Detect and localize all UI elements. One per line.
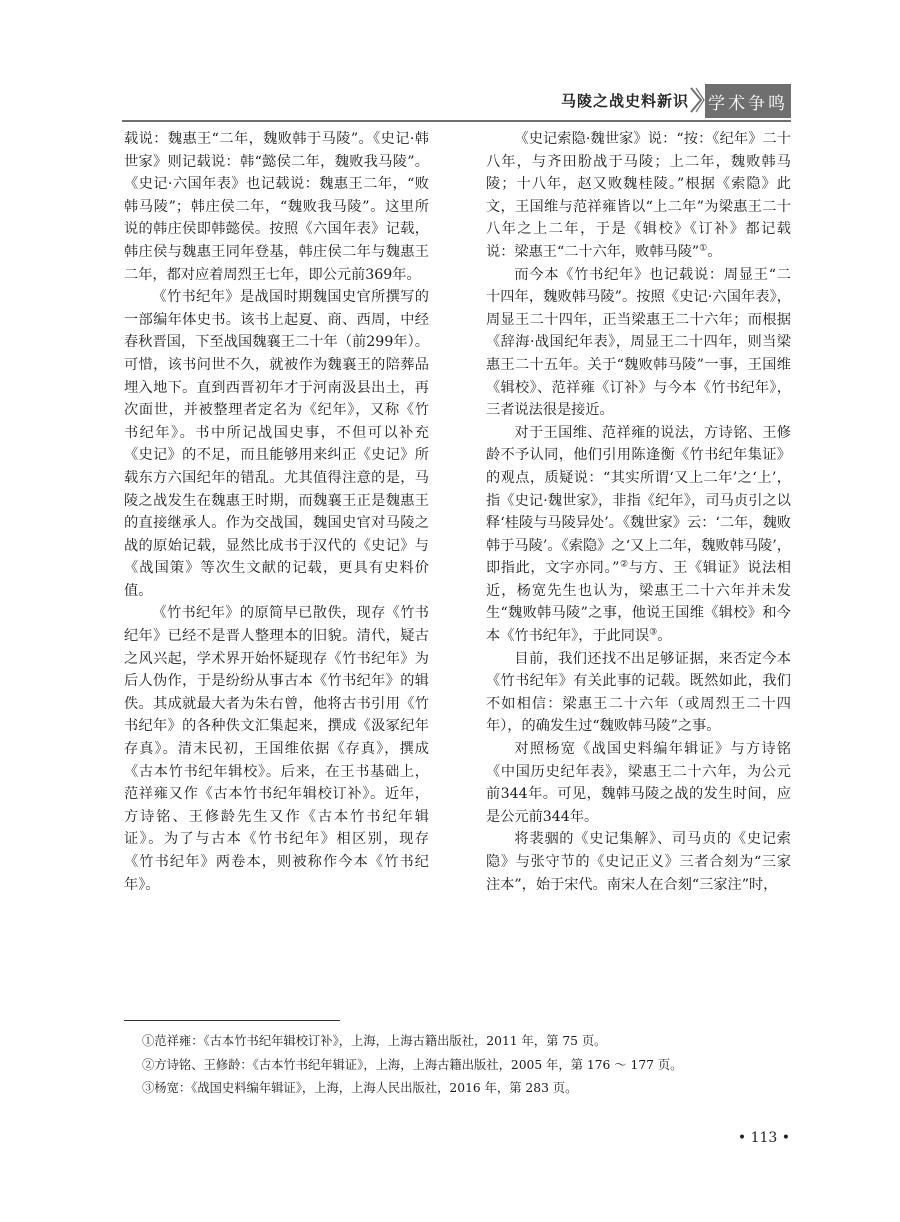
paragraph: 将裴骃的《史记集解》、司马贞的《史记索隐》与张守节的《史记正义》三者合刻为“三家注本”，始于宋代。南宋人在合刻“三家注”时，	[486, 831, 791, 893]
paragraph: 《竹书纪年》是战国时期魏国史官所撰写的一部编年体史书。该书上起夏、商、西周，中经春秋晋国，下至战国魏襄王二十年（前299年）。可惜，该书问世不久，就被作为魏襄王的陪葬品埋入地下。直到西晋初年才于河南汲县出土，再次面世，并被整理者定名为《纪年》，又称《竹书纪年》。书中所记战国史事，不但可以补充《史记》的不足，而且能够用来纠正《史记》所载东方六国纪年的错乱。尤其值得注意的是，马陵之战发生在魏惠王时期，而魏襄王正是魏惠王的直接继承人。作为交战国，魏国史官对马陵之战的原始记载，显然比成书于汉代的《史记》与《战国策》等次生文献的记载，更具有史料价值。	[124, 289, 429, 599]
paragraph-text: 《史记索隐·魏世家》说：“按：《纪年》二十八年，与齐田肦战于马陵；上二年，魏败韩马陵；十八年，赵又败魏桂陵。”根据《索隐》此文，王国维与范祥雍皆以“上二年”为梁惠王二十八年之上二年，于是《辑校》《订补》都记载说：梁惠王“二十六年，败韩马陵”	[486, 131, 791, 260]
paragraph: 载说：魏惠王“二年，魏败韩于马陵”。《史记·韩世家》则记载说：韩“懿侯二年，魏败我马陵”。《史记·六国年表》也记载说：魏惠王二年，“败韩马陵”；韩庄侯二年，“魏败我马陵”。这里所说的韩庄侯即韩懿侯。按照《六国年表》记载，韩庄侯与魏惠王同年登基，韩庄侯二年与魏惠王二年，都对应着周烈王七年，即公元前369年。	[124, 131, 429, 283]
paragraph: 《竹书纪年》的原简早已散佚，现存《竹书纪年》已经不是晋人整理本的旧貌。清代，疑古之风兴起，学术界开始怀疑现存《竹书纪年》为后人伪作，于是纷纷从事古本《竹书纪年》的辑佚。其成就最大者为朱右曾，他将古书引用《竹书纪年》的各种佚文汇集起来，撰成《汲冢纪年存真》。清末民初，王国维依据《存真》，撰成《古本竹书纪年辑校》。后来，在王书基础上，范祥雍又作《古本竹书纪年辑校订补》。近年，方诗铭、王修龄先生又作《古本竹书纪年辑证》。为了与古本《竹书纪年》相区别，现存《竹书纪年》两卷本，则被称作今本《竹书纪年》。	[124, 605, 429, 893]
article-running-title: 马陵之战史料新识	[560, 92, 689, 110]
paragraph-text: 对于王国维、范祥雍的说法，方诗铭、王修龄不予认同，他们引用陈逢衡《竹书纪年集证》的观点，质疑说：“其实所谓‘又上二年’之‘上’，指《史记·魏世家》，非指《纪年》，司马贞引之以释‘桂陵与马陵异处’。《魏世家》云：‘二年，魏败韩于马陵’。《索隐》之‘又上二年，魏败韩马陵’，即指此，文字亦同。”	[486, 424, 791, 577]
paragraph-text: 与方、王《辑证》说法相近，杨宽先生也认为，梁惠王二十六年并未发生“魏败韩马陵”之事，他说王国维《辑校》和今本《竹书纪年》，于此同误	[486, 560, 791, 645]
page-number: • 113 •	[737, 1130, 790, 1146]
footnotes	[142, 1030, 792, 1101]
paragraph: 目前，我们还找不出足够证据，来否定今本《竹书纪年》有关此事的记载。既然如此，我们不如相信：梁惠王二十六年（或周烈王二十四年），的确发生过“魏败韩马陵”之事。	[486, 650, 791, 735]
footnote-ref[interactable]: ①	[699, 243, 708, 254]
paragraph	[486, 422, 791, 648]
paragraph-text: 。	[657, 628, 672, 645]
footnote-ref[interactable]: ③	[649, 627, 658, 638]
footnote-ref[interactable]: ②	[619, 559, 629, 570]
right-column	[486, 128, 791, 896]
footnote-rule	[124, 1020, 340, 1021]
paragraph	[486, 128, 791, 264]
running-header	[122, 84, 791, 118]
left-column	[124, 128, 429, 896]
paragraph: 对照杨宽《战国史料编年辑证》与方诗铭《中国历史纪年表》，梁惠王二十六年，为公元前344年。可见，魏韩马陵之战的发生时间，应是公元前344年。	[486, 741, 791, 825]
paragraph-text: 。	[707, 243, 722, 260]
chevron-right-icon	[689, 86, 705, 114]
section-tab: 学术争鸣	[705, 84, 791, 118]
footnote: ①范祥雍：《古本竹书纪年辑校订补》，上海，上海古籍出版社，2011 年，第 75 页。	[142, 1034, 607, 1048]
paragraph: 而今本《竹书纪年》也记载说：周显王“二十四年，魏败韩马陵”。按照《史记·六国年表》，周显王二十四年，正当梁惠王二十六年；而根据《辞海·战国纪年表》，周显王二十四年，则当梁惠王二十五年。关于“魏败韩马陵”一事，王国维《辑校》、范祥雍《订补》与今本《竹书纪年》，三者说法很是接近。	[486, 266, 791, 419]
header-rule	[122, 120, 791, 122]
footnote: ③杨宽：《战国史料编年辑证》，上海，上海人民出版社，2016 年，第 283 页。	[142, 1081, 578, 1095]
footnote: ②方诗铭、王修龄：《古本竹书纪年辑证》，上海，上海古籍出版社，2005 年，第 176 ～ 177 页。	[142, 1057, 683, 1072]
